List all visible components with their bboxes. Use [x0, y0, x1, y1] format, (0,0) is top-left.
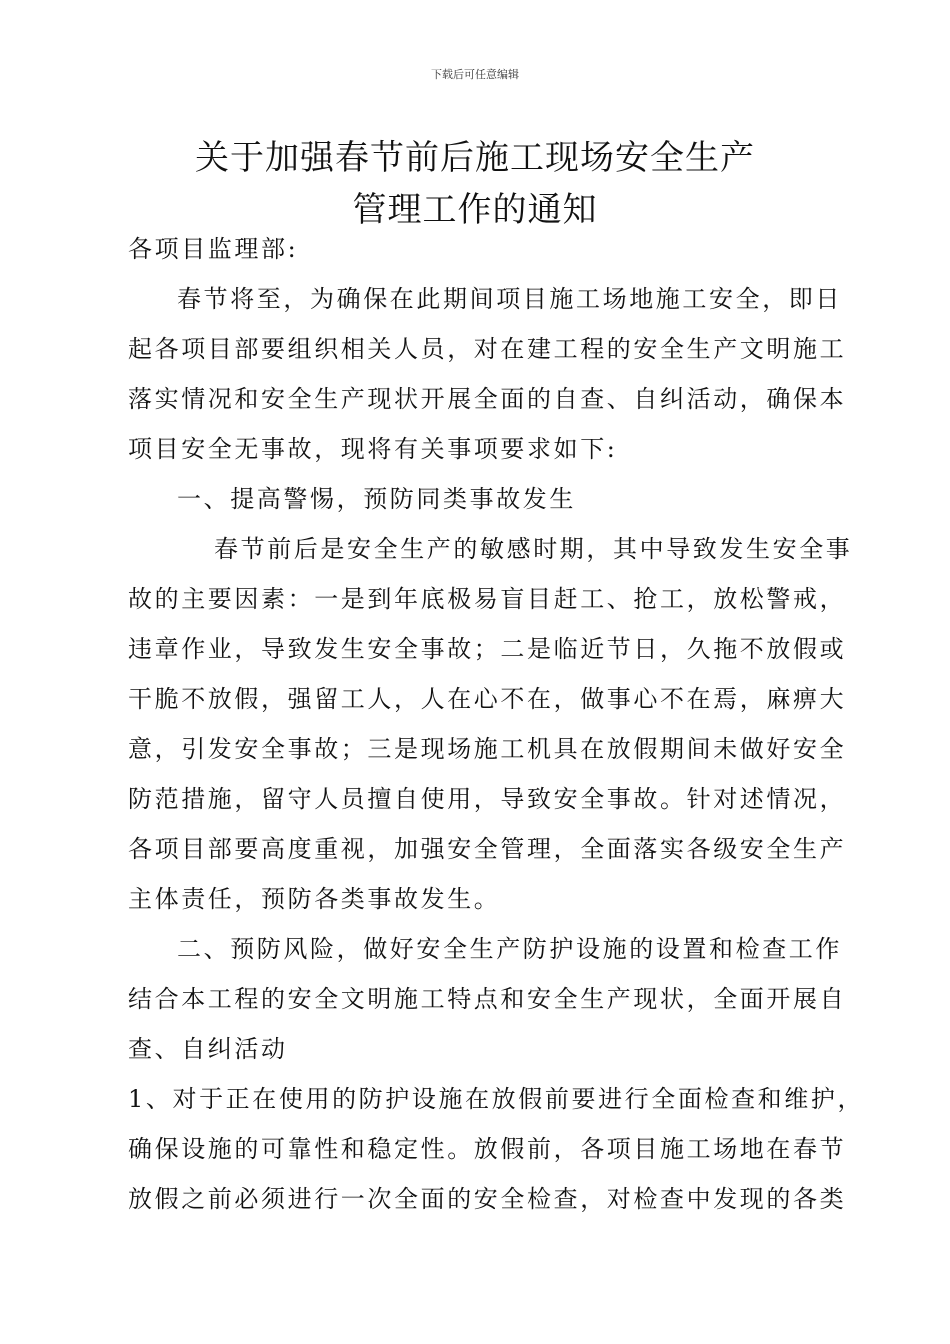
body-line: 春节前后是安全生产的敏感时期，其中导致发生安全事	[214, 535, 853, 563]
body-line: 放假之前必须进行一次全面的安全检查，对检查中发现的各类	[128, 1185, 847, 1213]
body-line: 各项目部要高度重视，加强安全管理，全面落实各级安全生产	[128, 835, 847, 863]
addressee: 各项目监理部:	[128, 235, 299, 263]
body-line: 查、自纠活动	[128, 1035, 288, 1063]
body-line: 主体责任，预防各类事故发生。	[128, 885, 501, 913]
body-line: 结合本工程的安全文明施工特点和安全生产现状，全面开展自	[128, 985, 847, 1013]
section-heading-2: 二、预防风险，做好安全生产防护设施的设置和检查工作	[177, 935, 842, 963]
body-line: 防范措施，留守人员擅自使用，导致安全事故。针对述情况，	[128, 785, 847, 813]
body-line: 意，引发安全事故；三是现场施工机具在放假期间未做好安全	[128, 735, 847, 763]
body-line: 违章作业，导致发生安全事故；二是临近节日，久拖不放假或	[128, 635, 847, 663]
numbered-item-1: 1、对于正在使用的防护设施在放假前要进行全面检查和维护，	[128, 1085, 865, 1113]
body-line: 确保设施的可靠性和稳定性。放假前，各项目施工场地在春节	[128, 1135, 847, 1163]
document-title-line-1: 关于加强春节前后施工现场安全生产	[195, 138, 755, 178]
section-heading-1: 一、提高警惕，预防同类事故发生	[177, 485, 576, 513]
document-title-line-2: 管理工作的通知	[352, 190, 598, 230]
body-line: 故的主要因素：一是到年底极易盲目赶工、抢工，放松警戒，	[128, 585, 847, 613]
page-header: 下载后可任意编辑	[431, 68, 519, 81]
body-line: 起各项目部要组织相关人员，对在建工程的安全生产文明施工	[128, 335, 847, 363]
body-line: 干脆不放假，强留工人，人在心不在，做事心不在焉，麻痹大	[128, 685, 847, 713]
body-line: 项目安全无事故，现将有关事项要求如下:	[128, 435, 618, 463]
body-line: 落实情况和安全生产现状开展全面的自查、自纠活动，确保本	[128, 385, 847, 413]
body-line: 春节将至，为确保在此期间项目施工场地施工安全，即日	[177, 285, 842, 313]
